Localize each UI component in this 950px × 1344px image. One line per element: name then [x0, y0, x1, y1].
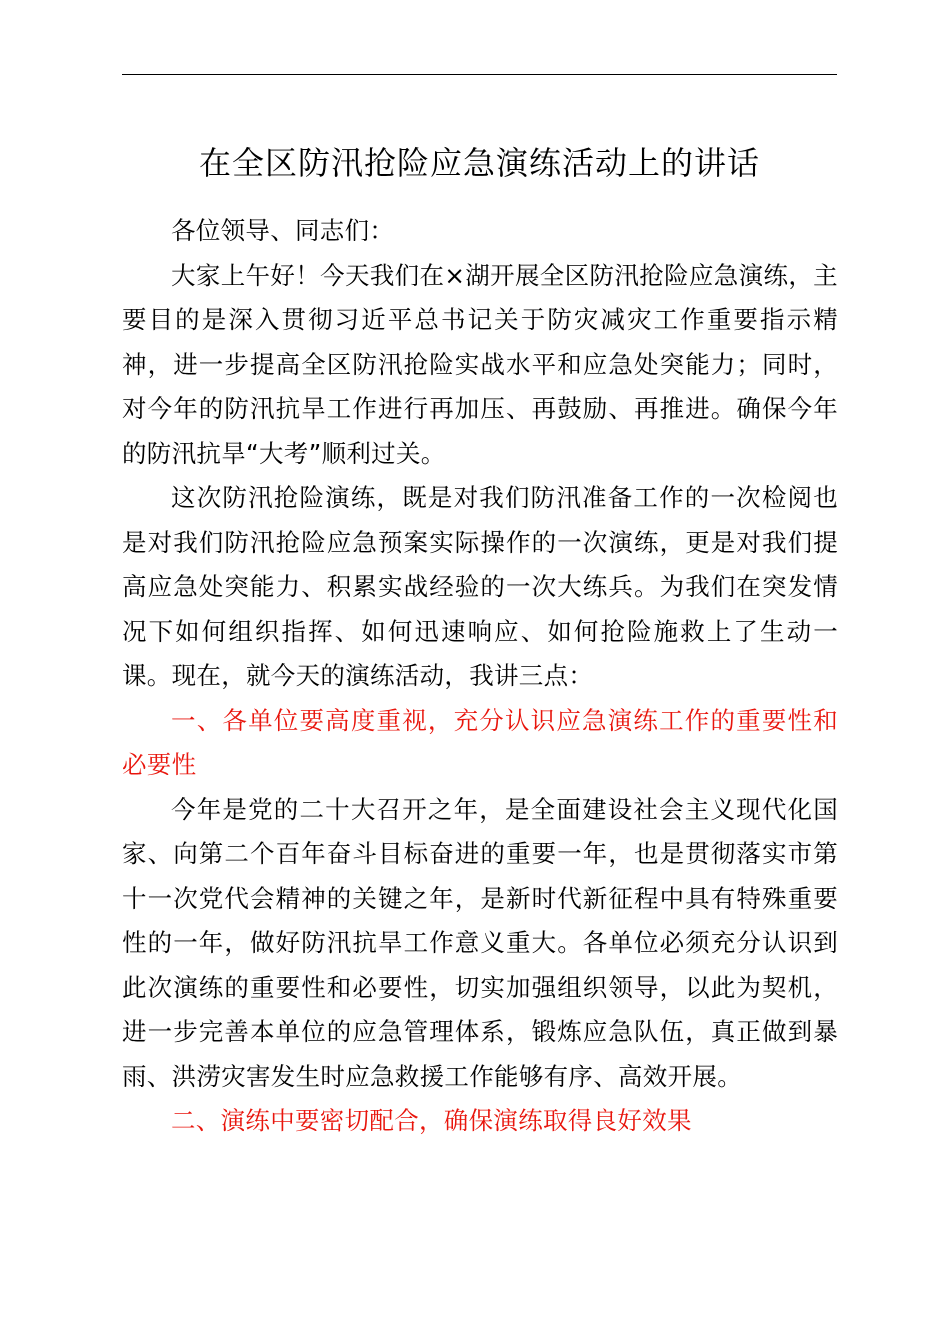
document-body: [122, 209, 838, 1144]
section-heading-1: 一、各单位要高度重视，充分认识应急演练工作的重要性和必要性: [122, 705, 838, 779]
section-1-paragraph: 今年是党的二十大召开之年，是全面建设社会主义现代化国家、向第二个百年奋斗目标奋进的重要一年，也是贯彻落实市第十一次党代会精神的关键之年，是新时代新征程中具有特殊重要性的一年，做好防汛抗旱工作意义重大。各单位必须充分认识到此次演练的重要性和必要性，切实加强组织领导，以此为契机，进一步完善本单位的应急管理体系，锻炼应急队伍，真正做到暴雨、洪涝灾害发生时应急救援工作能够有序、高效开展。: [122, 794, 838, 1091]
document-title: 在全区防汛抢险应急演练活动上的讲话: [198, 144, 760, 182]
section-heading-2: 二、演练中要密切配合，确保演练取得良好效果: [171, 1106, 692, 1135]
salutation: 各位领导、同志们：: [171, 216, 395, 245]
header-rule: [122, 74, 837, 75]
paragraph-purpose: 这次防汛抢险演练，既是对我们防汛准备工作的一次检阅也是对我们防汛抢险应急预案实际操作的一次演练，更是对我们提高应急处突能力、积累实战经验的一次大练兵。为我们在突发情况下如何组织指挥、如何迅速响应、如何抢险施救上了生动一课。现在，就今天的演练活动，我讲三点：: [122, 483, 838, 690]
paragraph-opening: 大家上午好！今天我们在×湖开展全区防汛抢险应急演练，主要目的是深入贯彻习近平总书记关于防灾减灾工作重要指示精神，进一步提高全区防汛抢险实战水平和应急处突能力；同时，对今年的防汛抗旱工作进行再加压、再鼓励、再推进。确保今年的防汛抗旱“大考”顺利过关。: [122, 260, 838, 468]
